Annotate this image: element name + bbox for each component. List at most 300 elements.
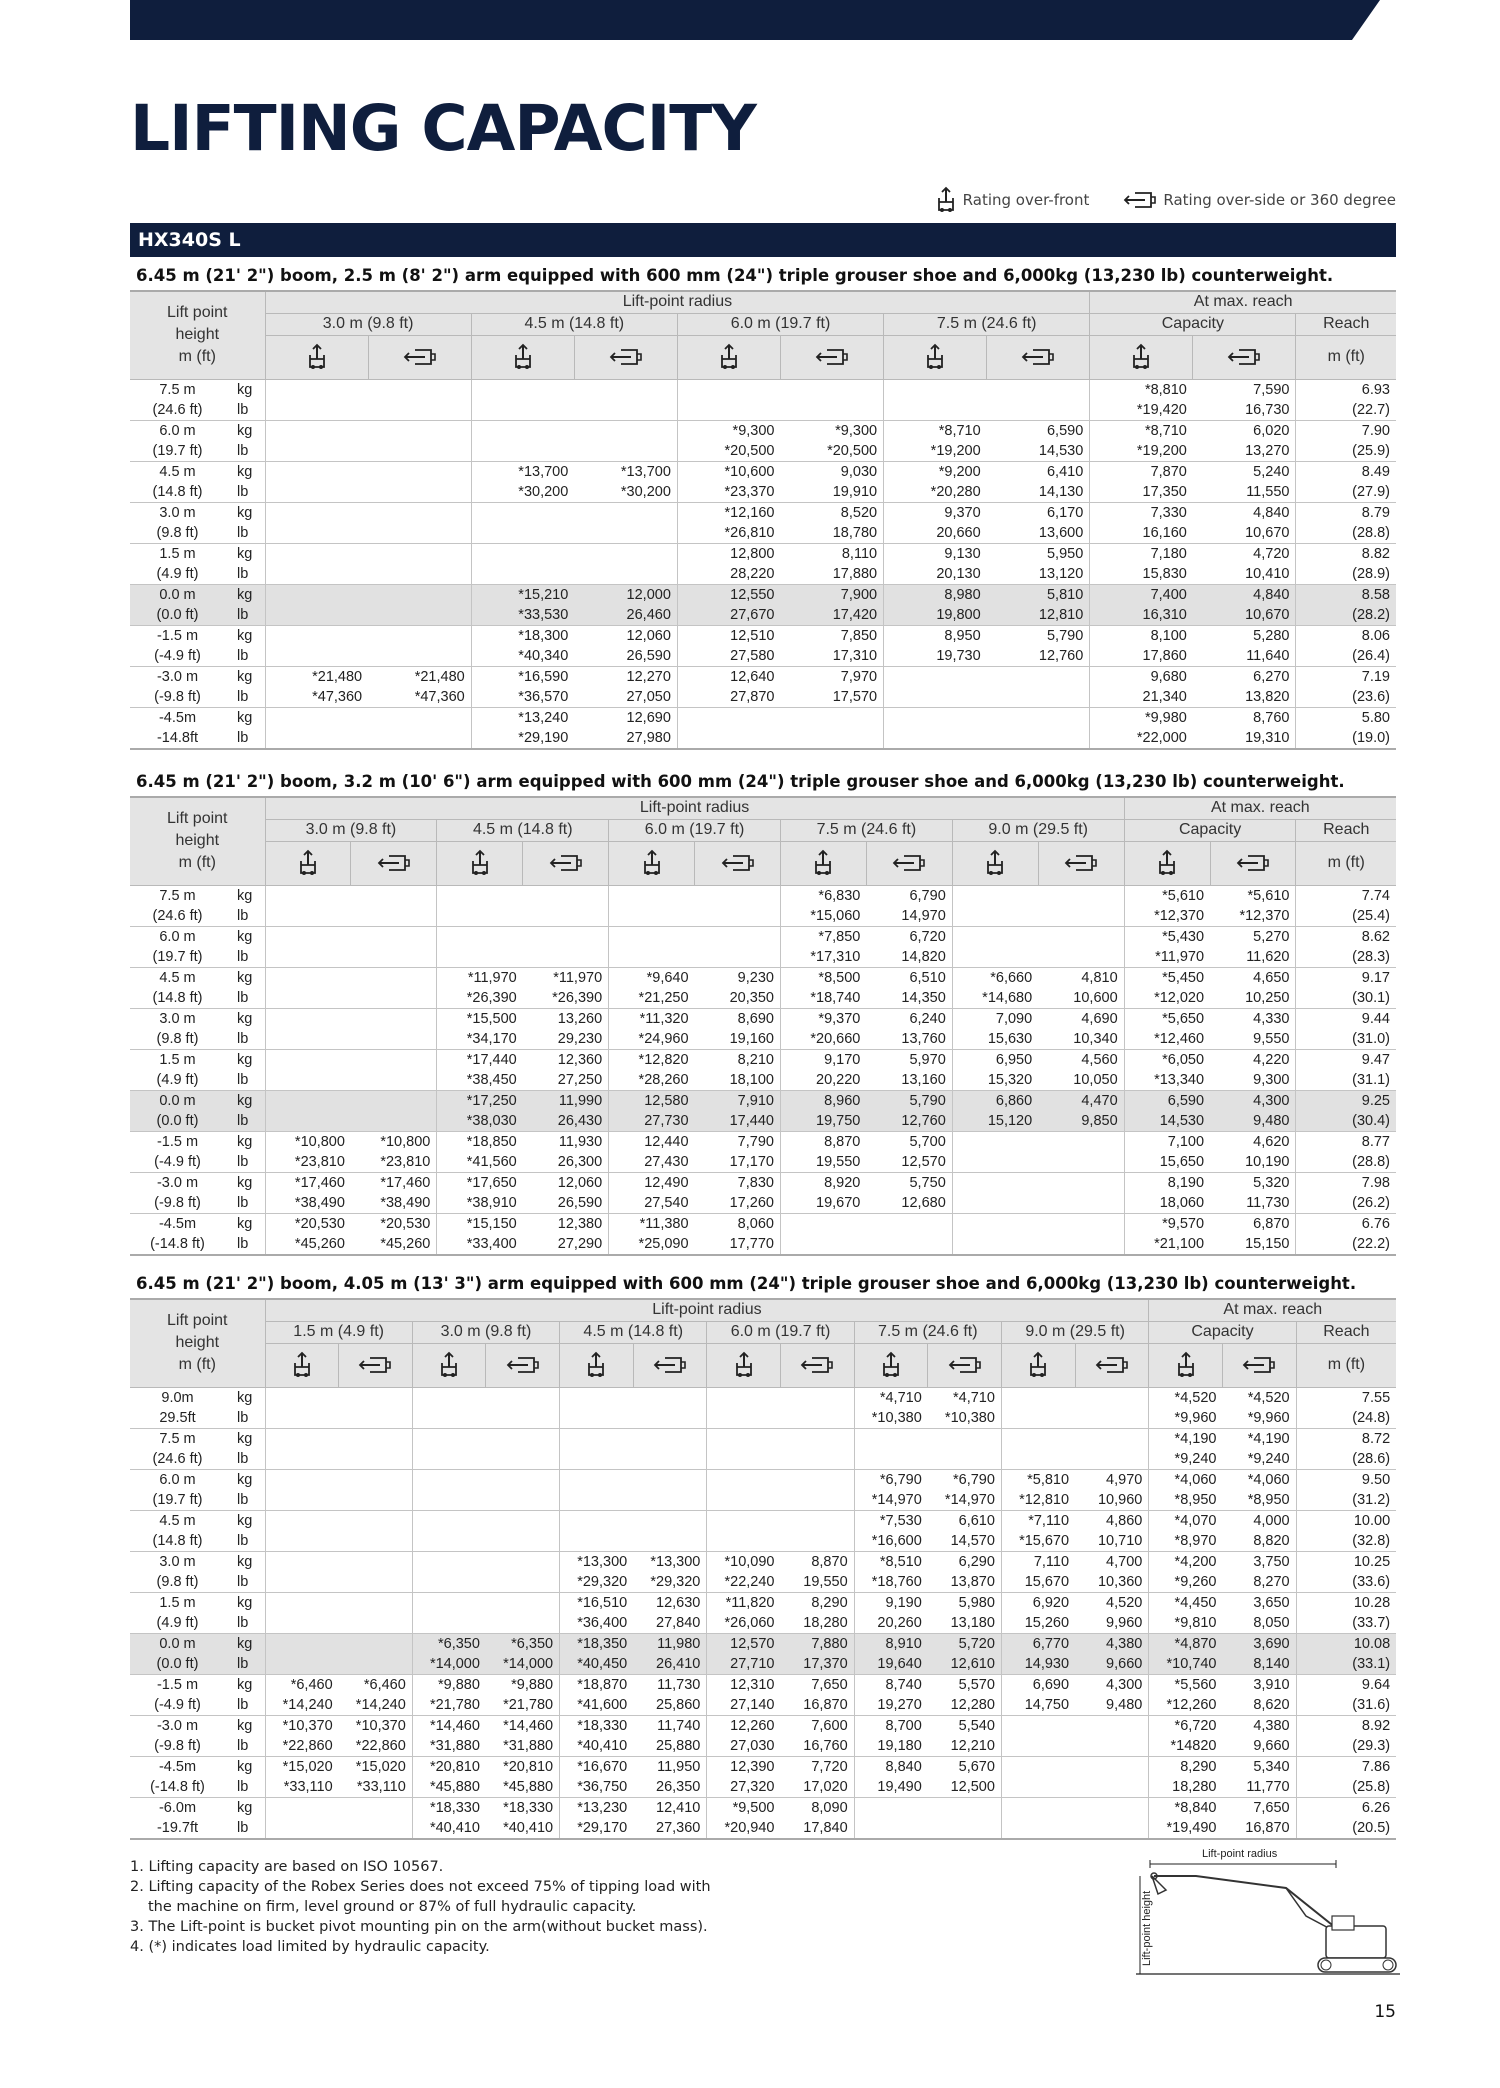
capacity-cell: 8,290: [1149, 1756, 1223, 1777]
capacity-cell: *5,810: [1001, 1469, 1075, 1490]
capacity-cell: 5,280: [1253, 627, 1290, 644]
capacity-cell: 3,750: [1253, 1553, 1290, 1570]
capacity-cell: [412, 1469, 486, 1490]
table-row: [130, 1193, 1396, 1214]
capacity-cell: [486, 1408, 560, 1429]
capacity-cell: 10,360: [1075, 1572, 1149, 1593]
capacity-cell: 15,630: [952, 1029, 1038, 1050]
capacity-cell: *30,200: [471, 482, 574, 503]
capacity-cell: [471, 523, 574, 544]
capacity-cell: 17,570: [780, 687, 883, 708]
capacity-cell: (20.5): [1296, 1818, 1396, 1839]
radius-header: 7.5 m (24.6 ft): [854, 1321, 1001, 1343]
capacity-cell: 27,540: [609, 1193, 695, 1214]
over-side-icon: [486, 1343, 560, 1387]
unit-cell: lb: [225, 482, 265, 503]
model-bar: HX340S L: [130, 223, 1396, 257]
capacity-cell: [265, 646, 368, 667]
capacity-cell: 4,700: [1106, 1553, 1143, 1570]
capacity-cell: [265, 988, 351, 1009]
capacity-cell: 7,910: [695, 1090, 781, 1111]
capacity-cell: 12,360: [557, 1051, 603, 1068]
capacity-cell: 11,770: [1222, 1777, 1296, 1798]
lift-height-cell: 3.0 m: [159, 1553, 196, 1570]
capacity-header: Capacity: [1090, 313, 1296, 335]
capacity-cell: 9,030: [840, 463, 878, 480]
capacity-cell: 9,170: [780, 1049, 866, 1070]
capacity-cell: 9,370: [884, 502, 987, 523]
capacity-cell: 9.25: [1296, 1090, 1396, 1111]
capacity-cell: 10,670: [1193, 523, 1296, 544]
capacity-cell: (28.8): [1296, 1152, 1396, 1173]
capacity-cell: *23,370: [677, 482, 780, 503]
lift-height-cell: 6.0 m: [159, 1471, 196, 1488]
capacity-cell: 15,830: [1090, 564, 1193, 585]
capacity-cell: 27,840: [633, 1613, 707, 1634]
capacity-cell: (33.1): [1296, 1654, 1396, 1675]
capacity-cell: 8,090: [811, 1799, 848, 1816]
table-caption: 6.45 m (21' 2") boom, 3.2 m (10' 6") arm equipped with 600 mm (24") triple grouser shoe and 6,000kg (13,230 lb) counterweight.: [136, 772, 1345, 791]
unit-cell: lb: [225, 1777, 265, 1798]
excavator-diagram: [1136, 1846, 1400, 1988]
unit-cell: kg: [237, 709, 253, 726]
capacity-cell: [265, 1090, 351, 1111]
capacity-cell: [368, 400, 471, 421]
table-row: [130, 1551, 1396, 1572]
capacity-cell: 19,180: [854, 1736, 928, 1757]
capacity-cell: *9,300: [835, 422, 878, 439]
lift-height-cell: 6.0 m: [159, 928, 196, 945]
reach-header: Reach: [1296, 819, 1396, 841]
capacity-cell: *20,500: [780, 441, 883, 462]
capacity-cell: *26,810: [677, 523, 780, 544]
capacity-cell: 19,270: [854, 1695, 928, 1716]
capacity-cell: 27,730: [609, 1111, 695, 1132]
unit-cell: kg: [237, 1215, 253, 1232]
capacity-cell: 5,750: [909, 1174, 946, 1191]
table-row: [130, 1818, 1396, 1839]
over-side-icon: [351, 841, 437, 885]
capacity-cell: 13,120: [987, 564, 1090, 585]
unit-cell: lb: [225, 400, 265, 421]
capacity-cell: [471, 564, 574, 585]
lift-height-cell: (-9.8 ft): [130, 1193, 225, 1214]
capacity-cell: [368, 728, 471, 749]
table-row: [130, 1613, 1396, 1634]
unit-cell: kg: [237, 504, 253, 521]
capacity-cell: *24,960: [609, 1029, 695, 1050]
unit-cell: kg: [225, 1090, 265, 1111]
capacity-cell: 6,410: [1046, 463, 1084, 480]
lift-height-cell: -6.0m: [158, 1799, 197, 1816]
capacity-cell: [368, 625, 471, 646]
capacity-cell: [265, 1551, 339, 1572]
capacity-cell: [265, 482, 368, 503]
over-side-icon: [1075, 1343, 1149, 1387]
capacity-cell: 20,350: [695, 988, 781, 1009]
capacity-cell: [952, 906, 1038, 927]
diagram-height-label: Lift-point height: [1141, 1890, 1153, 1966]
capacity-cell: 11,740: [657, 1717, 701, 1734]
table-row: [130, 1449, 1396, 1470]
capacity-cell: 12,610: [928, 1654, 1002, 1675]
capacity-cell: 7.86: [1296, 1756, 1396, 1777]
capacity-cell: [987, 707, 1090, 728]
table-row: [130, 625, 1396, 646]
capacity-cell: [1001, 1408, 1075, 1429]
table-row: [130, 543, 1396, 564]
lift-height-cell: (0.0 ft): [130, 605, 225, 626]
unit-cell: lb: [225, 1490, 265, 1511]
capacity-cell: 13,260: [557, 1010, 603, 1027]
capacity-cell: 11,640: [1193, 646, 1296, 667]
unit-cell: lb: [225, 1531, 265, 1552]
capacity-cell: *18,330: [412, 1797, 486, 1818]
capacity-cell: *28,260: [609, 1070, 695, 1091]
capacity-cell: *17,250: [437, 1090, 523, 1111]
capacity-cell: [368, 646, 471, 667]
capacity-cell: 11,980: [633, 1633, 707, 1654]
lift-height-cell: -3.0 m: [156, 1717, 199, 1734]
capacity-cell: [351, 1070, 437, 1091]
capacity-cell: (26.2): [1296, 1193, 1396, 1214]
capacity-cell: 8,920: [780, 1172, 866, 1193]
capacity-cell: 6,610: [958, 1512, 995, 1529]
capacity-cell: 27,710: [707, 1654, 781, 1675]
capacity-cell: 4,650: [1253, 969, 1290, 986]
capacity-cell: *9,300: [677, 420, 780, 441]
capacity-cell: (30.1): [1296, 988, 1396, 1009]
unit-cell: kg: [237, 1594, 253, 1611]
capacity-cell: 8,870: [780, 1131, 866, 1152]
capacity-cell: 8,840: [854, 1756, 928, 1777]
lift-point-radius-header: Lift-point radius: [265, 797, 1124, 819]
table-row: [130, 1234, 1396, 1255]
capacity-cell: 27,030: [707, 1736, 781, 1757]
capacity-cell: *13,230: [560, 1797, 634, 1818]
capacity-cell: 26,590: [523, 1193, 609, 1214]
capacity-cell: (31.0): [1296, 1029, 1396, 1050]
capacity-cell: 11,620: [1210, 947, 1296, 968]
table-row: [130, 1756, 1396, 1777]
table-row: [130, 502, 1396, 523]
capacity-cell: 14,130: [987, 482, 1090, 503]
capacity-cell: [265, 1510, 339, 1531]
over-side-icon: [781, 1343, 855, 1387]
capacity-cell: 17,310: [780, 646, 883, 667]
table-row: [130, 1736, 1396, 1757]
radius-header: 1.5 m (4.9 ft): [265, 1321, 412, 1343]
unit-cell: lb: [225, 1818, 265, 1839]
capacity-cell: [707, 1428, 781, 1449]
capacity-cell: *20,530: [380, 1215, 431, 1232]
unit-cell: kg: [237, 627, 253, 644]
capacity-cell: *9,260: [1149, 1572, 1223, 1593]
capacity-cell: [471, 379, 574, 400]
capacity-cell: *31,880: [486, 1736, 560, 1757]
table-row: [130, 1715, 1396, 1736]
capacity-cell: *4,060: [1149, 1469, 1223, 1490]
capacity-cell: [1001, 1449, 1075, 1470]
capacity-cell: 12,410: [656, 1799, 701, 1816]
unit-cell: kg: [237, 1174, 253, 1191]
capacity-cell: *5,650: [1124, 1008, 1210, 1029]
capacity-cell: *33,110: [265, 1777, 339, 1798]
capacity-cell: 8,110: [841, 545, 878, 562]
capacity-cell: [952, 926, 1038, 947]
capacity-cell: *11,820: [707, 1592, 781, 1613]
capacity-cell: 20,260: [854, 1613, 928, 1634]
lift-height-cell: 7.5 m: [159, 1430, 196, 1447]
capacity-cell: 9,300: [1210, 1070, 1296, 1091]
table-row: [130, 1777, 1396, 1798]
capacity-cell: *26,390: [523, 988, 609, 1009]
capacity-cell: 12,260: [707, 1715, 781, 1736]
capacity-cell: 8,290: [811, 1594, 848, 1611]
capacity-cell: 7,650: [811, 1676, 848, 1693]
capacity-cell: 9.50: [1296, 1469, 1396, 1490]
capacity-cell: 27,980: [574, 728, 677, 749]
lift-height-cell: (19.7 ft): [130, 947, 225, 968]
capacity-cell: [265, 1029, 351, 1050]
lift-height-cell: 3.0 m: [159, 504, 196, 521]
capacity-cell: 8,700: [854, 1715, 928, 1736]
capacity-cell: 27,580: [677, 646, 780, 667]
capacity-cell: 6,860: [952, 1090, 1038, 1111]
capacity-cell: 5,950: [1046, 545, 1084, 562]
capacity-cell: (28.3): [1296, 947, 1396, 968]
lift-height-cell: -1.5 m: [156, 627, 199, 644]
capacity-cell: *5,610: [1247, 887, 1290, 904]
capacity-cell: 26,460: [574, 605, 677, 626]
capacity-cell: [952, 1193, 1038, 1214]
capacity-cell: [1075, 1715, 1149, 1736]
capacity-cell: 4,300: [1106, 1676, 1143, 1693]
at-max-reach-header: At max. reach: [1090, 291, 1396, 313]
capacity-cell: [265, 441, 368, 462]
capacity-cell: [1075, 1387, 1149, 1408]
capacity-cell: 14,930: [1001, 1654, 1075, 1675]
capacity-cell: [368, 441, 471, 462]
capacity-cell: *15,210: [471, 584, 574, 605]
capacity-cell: [368, 461, 471, 482]
capacity-cell: [471, 420, 574, 441]
capacity-cell: 26,410: [633, 1654, 707, 1675]
capacity-cell: [781, 1531, 855, 1552]
capacity-cell: 6,240: [909, 1010, 946, 1027]
lift-height-cell: -4.5m: [158, 1758, 197, 1775]
table-row: [130, 1572, 1396, 1593]
capacity-cell: *4,200: [1149, 1551, 1223, 1572]
unit-cell: lb: [225, 1572, 265, 1593]
capacity-cell: *10,600: [677, 461, 780, 482]
capacity-cell: 9,550: [1210, 1029, 1296, 1050]
capacity-cell: 8,870: [811, 1553, 848, 1570]
capacity-cell: 15,650: [1124, 1152, 1210, 1173]
over-front-icon: [677, 335, 780, 379]
capacity-cell: [854, 1797, 928, 1818]
capacity-cell: 7,850: [840, 627, 878, 644]
capacity-cell: *10,800: [380, 1133, 431, 1150]
unit-cell: kg: [237, 668, 253, 685]
lift-height-cell: (4.9 ft): [130, 564, 225, 585]
capacity-cell: [952, 1152, 1038, 1173]
capacity-cell: 27,870: [677, 687, 780, 708]
capacity-cell: [265, 728, 368, 749]
capacity-cell: 8.58: [1296, 584, 1396, 605]
capacity-cell: [412, 1510, 486, 1531]
capacity-cell: 7,590: [1253, 381, 1290, 398]
capacity-cell: 6,720: [909, 928, 946, 945]
capacity-cell: 5,970: [909, 1051, 946, 1068]
capacity-cell: *9,240: [1149, 1449, 1223, 1470]
capacity-cell: [265, 906, 351, 927]
capacity-cell: [339, 1818, 413, 1839]
capacity-cell: 12,690: [626, 709, 671, 726]
capacity-cell: 7,330: [1090, 502, 1193, 523]
table-row: [130, 885, 1396, 906]
capacity-cell: [987, 400, 1090, 421]
capacity-cell: *8,950: [1149, 1490, 1223, 1511]
capacity-cell: 4,620: [1253, 1133, 1290, 1150]
table-row: [130, 1695, 1396, 1716]
unit-cell: lb: [225, 1695, 265, 1716]
capacity-cell: *29,170: [560, 1818, 634, 1839]
capacity-cell: 10,340: [1038, 1029, 1124, 1050]
capacity-cell: 3,650: [1253, 1594, 1290, 1611]
capacity-cell: 19,550: [781, 1572, 855, 1593]
footnote-line: 4. (*) indicates load limited by hydraulic capacity.: [130, 1939, 490, 1955]
capacity-cell: [265, 947, 351, 968]
capacity-cell: *18,330: [560, 1715, 634, 1736]
capacity-cell: [609, 906, 695, 927]
capacity-cell: *40,340: [471, 646, 574, 667]
capacity-cell: 4,720: [1253, 545, 1290, 562]
capacity-cell: *4,070: [1149, 1510, 1223, 1531]
capacity-cell: [351, 1029, 437, 1050]
capacity-cell: 20,220: [780, 1070, 866, 1091]
capacity-cell: 4,380: [1075, 1633, 1149, 1654]
capacity-cell: [265, 1531, 339, 1552]
capacity-cell: *22,860: [265, 1736, 339, 1757]
capacity-cell: 7,090: [952, 1008, 1038, 1029]
lift-height-cell: 0.0 m: [130, 1633, 225, 1654]
capacity-cell: 17,370: [781, 1654, 855, 1675]
capacity-cell: [574, 400, 677, 421]
capacity-cell: [265, 1008, 351, 1029]
capacity-cell: *18,350: [560, 1633, 634, 1654]
capacity-cell: [1038, 1131, 1124, 1152]
capacity-cell: 8,100: [1090, 625, 1193, 646]
capacity-cell: *16,590: [471, 666, 574, 687]
capacity-cell: *17,460: [380, 1174, 431, 1191]
capacity-cell: 19,670: [780, 1193, 866, 1214]
capacity-cell: 12,760: [987, 646, 1090, 667]
capacity-cell: [1001, 1777, 1075, 1798]
capacity-cell: [574, 379, 677, 400]
capacity-cell: [265, 1428, 339, 1449]
capacity-cell: *20,530: [265, 1213, 351, 1234]
capacity-cell: *40,410: [560, 1736, 634, 1757]
table-row: [130, 1029, 1396, 1050]
capacity-cell: (31.2): [1296, 1490, 1396, 1511]
capacity-cell: 12,800: [677, 543, 780, 564]
capacity-cell: [952, 1213, 1038, 1234]
reach-header: Reach: [1296, 313, 1396, 335]
capacity-cell: 12,550: [677, 584, 780, 605]
capacity-cell: 13,270: [1193, 441, 1296, 462]
unit-cell: lb: [225, 1613, 265, 1634]
table-row: [130, 1531, 1396, 1552]
header-banner: [130, 0, 1380, 40]
unit-cell: lb: [225, 646, 265, 667]
capacity-cell: 19,640: [854, 1654, 928, 1675]
capacity-cell: [339, 1551, 413, 1572]
capacity-cell: [265, 1469, 339, 1490]
capacity-cell: [560, 1469, 634, 1490]
capacity-cell: (25.8): [1296, 1777, 1396, 1798]
lift-point-height-label: Lift point: [167, 304, 228, 322]
table-row: [130, 441, 1396, 462]
unit-cell: kg: [237, 1758, 253, 1775]
capacity-cell: [1075, 1408, 1149, 1429]
lift-height-cell: (14.8 ft): [130, 988, 225, 1009]
capacity-cell: 21,340: [1090, 687, 1193, 708]
lift-height-cell: 0.0 m: [130, 1090, 225, 1111]
lift-point-height-label: m (ft): [178, 348, 216, 366]
capacity-cell: [574, 543, 677, 564]
lift-height-cell: (24.6 ft): [130, 906, 225, 927]
capacity-cell: 5,720: [928, 1633, 1002, 1654]
unit-cell: lb: [225, 1193, 265, 1214]
capacity-cell: *18,760: [854, 1572, 928, 1593]
capacity-cell: 9,850: [1038, 1111, 1124, 1132]
lift-height-cell: (14.8 ft): [130, 482, 225, 503]
capacity-cell: *11,970: [553, 969, 603, 986]
over-front-icon: [1001, 1343, 1075, 1387]
capacity-cell: *4,060: [1247, 1471, 1290, 1488]
capacity-cell: 28,220: [677, 564, 780, 585]
capacity-cell: *20,940: [707, 1818, 781, 1839]
table-row: [130, 379, 1396, 400]
capacity-cell: *18,740: [780, 988, 866, 1009]
capacity-cell: *15,500: [437, 1008, 523, 1029]
capacity-cell: 6.76: [1296, 1213, 1396, 1234]
lift-point-height-header: [130, 291, 265, 379]
unit-cell: kg: [225, 1633, 265, 1654]
capacity-cell: 8.92: [1296, 1715, 1396, 1736]
radius-header: 9.0 m (29.5 ft): [1001, 1321, 1148, 1343]
capacity-cell: [368, 543, 471, 564]
capacity-cell: [437, 947, 523, 968]
capacity-cell: 15,150: [1210, 1234, 1296, 1255]
lift-height-cell: 9.0m: [161, 1389, 194, 1406]
capacity-cell: 9,480: [1210, 1111, 1296, 1132]
capacity-cell: *17,440: [437, 1049, 523, 1070]
lift-height-cell: (-4.9 ft): [130, 646, 225, 667]
capacity-cell: 5,270: [1253, 928, 1290, 945]
capacity-cell: [339, 1592, 413, 1613]
capacity-cell: [1075, 1797, 1149, 1818]
capacity-cell: [412, 1449, 486, 1470]
capacity-cell: [265, 1387, 339, 1408]
capacity-cell: [351, 906, 437, 927]
capacity-cell: *16,510: [560, 1592, 634, 1613]
capacity-cell: [952, 947, 1038, 968]
table-row: [130, 1797, 1396, 1818]
capacity-cell: 10.25: [1296, 1551, 1396, 1572]
capacity-cell: 5,790: [866, 1090, 952, 1111]
